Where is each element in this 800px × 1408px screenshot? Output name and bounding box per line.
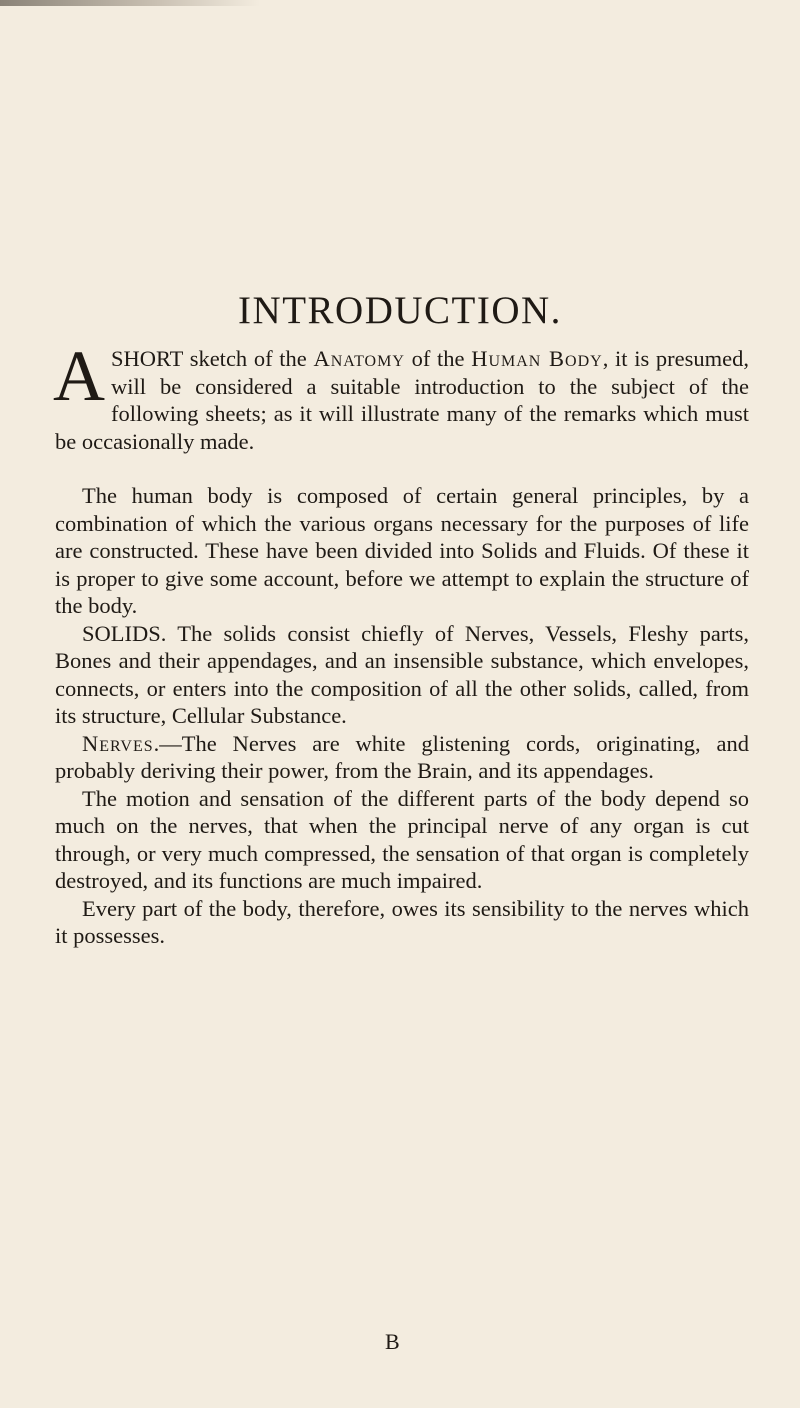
paragraph-1-text-a: SHORT sketch of the bbox=[111, 346, 314, 371]
paragraph-1-text-c: , it is presumed, will be considered a suitable introduction to the subject of the following sheets; as it will illustrate many of the remarks which must be occasionally made. bbox=[55, 346, 750, 454]
page-edge-shadow bbox=[0, 0, 260, 6]
paragraph-5: The motion and sensation of the different parts of the body depend so much on the nerves, that when the principal nerve of any organ is cut through, or very much compressed, the sensation of that organ is completely destroyed, and its functions are much impaired. bbox=[55, 785, 749, 893]
paragraph-gap bbox=[55, 455, 749, 482]
paragraph-4 bbox=[55, 730, 749, 785]
body-text bbox=[53, 336, 750, 950]
small-caps-anatomy: Anatomy bbox=[313, 346, 405, 371]
paragraph-2: The human body is composed of certain general principles, by a combination of which the various organs necessary for the purposes of life are constructed. These have been divided into Solids and Fluids. Of these it is proper to give some account, before we attempt to explain the structure of the body. bbox=[55, 483, 749, 618]
signature-mark: B bbox=[385, 1329, 400, 1354]
small-caps-nerves: Nerves bbox=[82, 730, 154, 756]
paragraph-6: Every part of the body, therefore, owes its sensibility to the nerves which it possesses. bbox=[55, 895, 749, 948]
paragraph-1-text-b: of the bbox=[404, 346, 472, 371]
paragraph-1 bbox=[53, 336, 750, 455]
paragraph-4-text: .—The Nerves are white glistening cords, originating, and probably deriving their power, from the Brain, and its appendages. bbox=[55, 730, 749, 783]
small-caps-human-body: Human Body bbox=[471, 346, 603, 371]
page-title: INTRODUCTION. bbox=[238, 289, 562, 332]
paragraph-3: SOLIDS. The solids consist chiefly of Nerves, Vessels, Fleshy parts, Bones and their appendages, and an insensible substance, which envelopes, connects, or enters into the composition of all the other solids, called, from its structure, Cellular Substance. bbox=[55, 620, 749, 728]
drop-cap: A bbox=[53, 336, 105, 416]
